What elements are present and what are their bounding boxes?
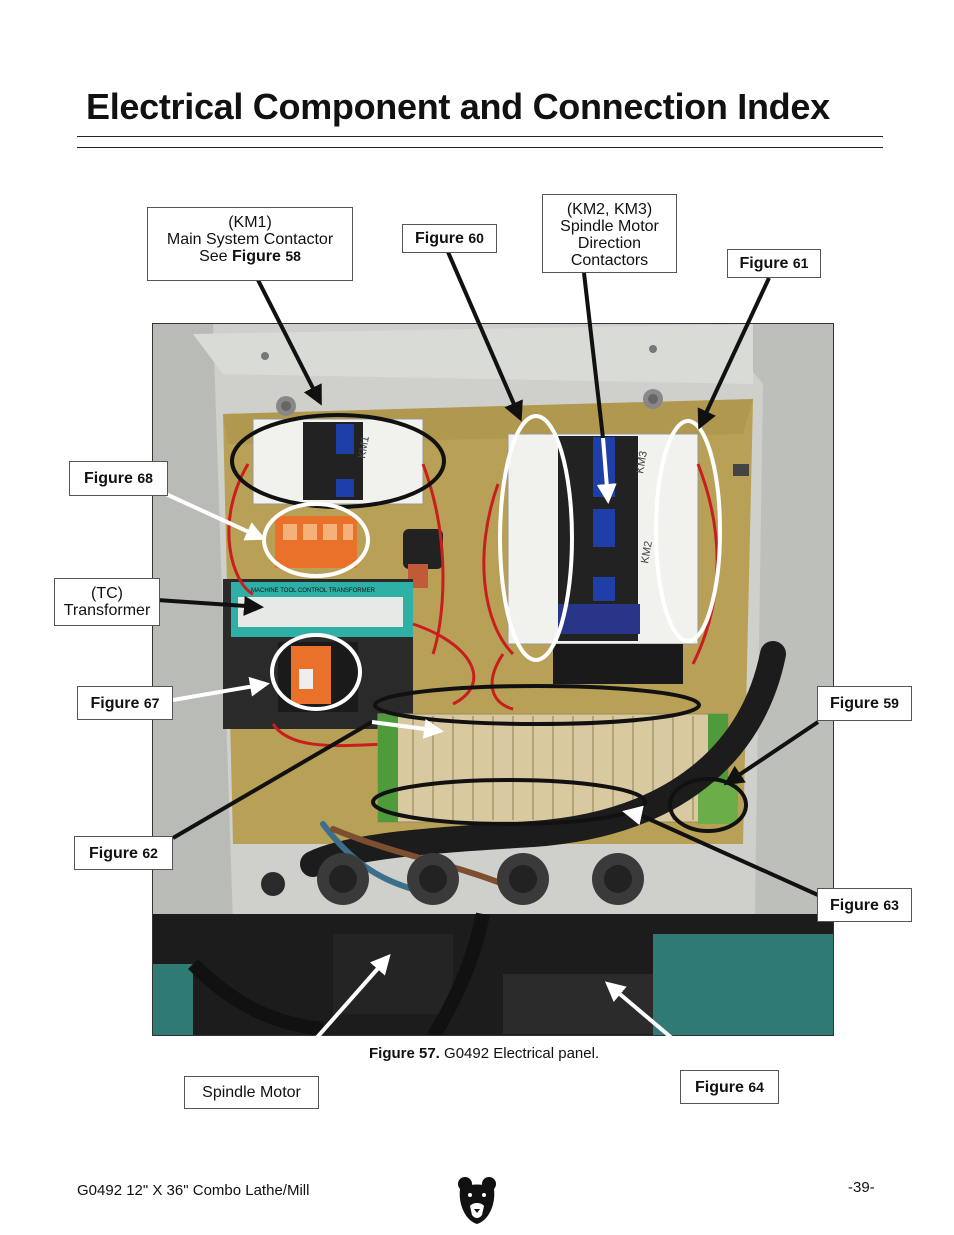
km2-km3-callout-line2: Spindle Motor [560,218,659,235]
figure-67-highlight-ellipse [272,635,360,709]
km2-km3-leader-line [584,273,603,438]
km2-km3-callout-code: (KM2, KM3) [566,201,653,218]
figure-59-callout: Figure 59 [817,686,912,721]
figure-62-leader-arrow [372,722,440,731]
figure-59-leader-arrow [727,722,818,783]
figure-67-leader-arrow [173,684,266,700]
km2-km3-leader-arrow [603,438,608,500]
figure-62-highlight-ellipse [375,686,699,724]
transformer-callout [54,578,160,626]
km1-callout-name: Main System Contactor [166,231,334,248]
figure-60-highlight-ellipse [500,416,572,660]
km1-highlight-ellipse [232,415,444,507]
km1-tag: KM1 [356,435,372,460]
figure-63-callout: Figure 63 [817,888,912,922]
figure-63-highlight-ellipse [373,780,645,824]
figure-64-leader-arrow [608,984,712,1072]
transformer-callout-code: (TC) [91,585,123,602]
figure-caption: Figure 57. G0492 Electrical panel. [369,1045,600,1062]
figure-61-leader-arrow [700,278,769,426]
figure-61-highlight-ellipse [656,421,720,641]
figure-61-callout: Figure 61 [727,249,821,278]
km1-callout-code: (KM1) [228,214,272,231]
figure-68-leader-arrow [157,490,262,538]
bear-logo-icon [456,1175,498,1225]
transformer-leader-arrow [157,600,260,607]
transformer-title: MACHINE TOOL CONTROL TRANSFORMER [251,588,375,594]
km1-callout [147,207,353,281]
figure-62-callout: Figure 62 [74,836,173,870]
figure-64-callout: Figure 64 [680,1070,779,1104]
km1-leader-arrow [258,280,320,402]
km2-tag: KM2 [639,540,655,565]
transformer-callout-name: Transformer [63,602,151,619]
km2-km3-callout-line3: Direction [577,235,642,252]
figure-62-leader-line [173,722,372,838]
figure-60-callout: Figure 60 [402,224,497,253]
page-title: Electrical Component and Connection Index [86,86,830,127]
figure-59-highlight-ellipse [670,779,746,831]
figure-67-callout: Figure 67 [77,686,173,720]
footer-manual-title: G0492 12" X 36" Combo Lathe/Mill [77,1182,310,1199]
figure-60-leader-arrow [448,252,520,418]
km1-callout-see: See Figure 58 [199,248,301,265]
km2-km3-callout [542,194,677,273]
footer-page-number: -39- [848,1179,875,1196]
spindle-motor-callout: Spindle Motor [184,1076,319,1109]
figure-68-callout: Figure 68 [69,461,168,496]
km2-km3-callout-line4: Contactors [570,252,649,269]
figure-68-highlight-ellipse [264,504,368,576]
km3-tag: KM3 [634,450,650,475]
